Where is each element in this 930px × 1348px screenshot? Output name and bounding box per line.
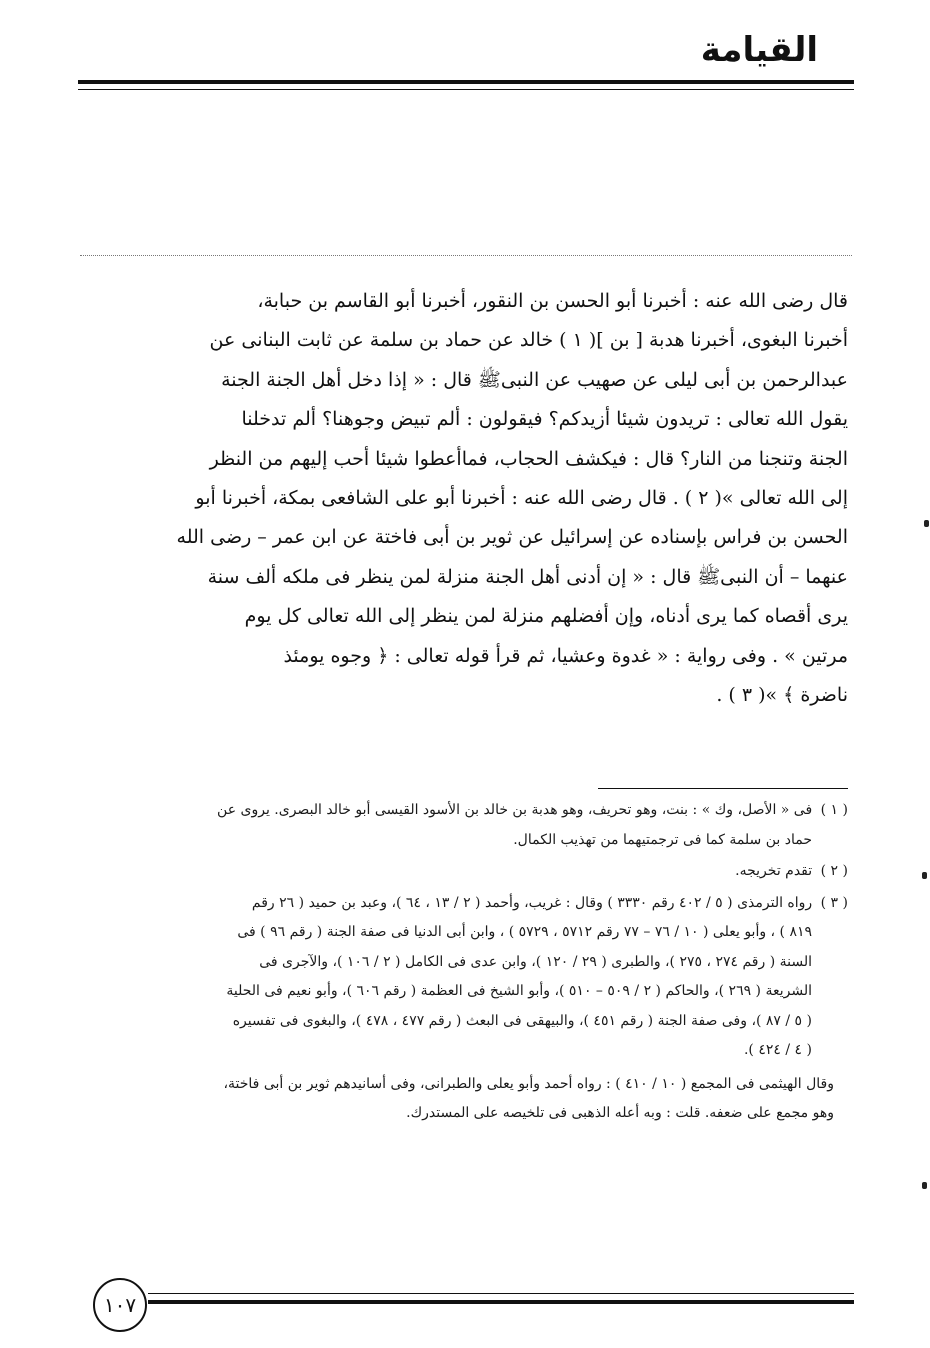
footnote-line: الشريعة ( ٢٦٩ )، والحاكم ( ٢ / ٥٠٩ – ٥١٠ )، وأبو الشيخ فى العظمة ( رقم ٦٠٦ )، وأبو نعيم فى الحلية <box>226 983 812 999</box>
dotted-separator <box>80 255 852 256</box>
footnote-line: السنة ( رقم ٢٧٤ ، ٢٧٥ )، والطبرى ( ٢٩ / ١٢٠ )، وابن عدى فى الكامل ( ٢ / ١٠٦ )، والآجرى فى <box>259 953 812 970</box>
footnote-2 <box>78 857 848 887</box>
main-text-line: ناضرة ﴾ »( ٣ ) . <box>716 684 848 707</box>
footnote-number: ( ٣ ) <box>820 894 848 911</box>
main-text <box>80 282 848 715</box>
footnote-line: فى « الأصل، وك » : بنت، وهو تحريف، وهو هدبة بن خالد بن الأسود القيسى أبو خالد البصرى. يروى عن <box>217 802 813 818</box>
footnote-line: حماد بن سلمة كما فى ترجمتيهما من تهذيب الكمال. <box>513 831 812 848</box>
page-number: ١٠٧ <box>93 1278 147 1332</box>
footnotes <box>78 796 848 1129</box>
main-text-line: عبدالرحمن بن أبى ليلى عن صهيب عن النبىﷺ قال : « إذا دخل أهل الجنة الجنة <box>221 368 848 391</box>
footnote-line: تقدم تخريجه. <box>735 863 813 879</box>
footnote-line: ( ٤ / ٤٢٤ ). <box>743 1042 812 1058</box>
main-text-line: عنهما – أن النبىﷺ قال : « إن أدنى أهل الجنة منزلة لمن ينظر فى ملكه ألف سنة <box>207 565 848 588</box>
main-text-line: الحسن بن فراس بإسناده عن إسرائيل عن ثوير بن أبى فاختة عن ابن عمر – رضى الله <box>176 526 848 549</box>
footnote-line: رواه الترمذى ( ٥ / ٤٠٢ رقم ٣٣٣٠ ) وقال : غريب، وأحمد ( ٢ / ١٣ ، ٦٤ )، وعبد بن حميد ( ٢٦ رقم <box>251 894 813 911</box>
footnote-line: ٨١٩ ) ، وأبو يعلى ( ١٠ / ٧٦ – ٧٧ رقم ٥٧١٢ ، ٥٧٢٩ ) ، وابن أبى الدنيا فى صفة الجنة ( رقم ٩٦ ) فى <box>237 924 812 940</box>
scan-mark <box>922 1182 927 1189</box>
main-text-line: قال رضى الله عنه : أخبرنا أبو الحسن بن النقور، أخبرنا أبو القاسم بن حبابة، <box>257 290 848 312</box>
footer-rule-thick <box>148 1300 854 1304</box>
footnote-number: ( ١ ) <box>820 802 848 818</box>
footnote-note-line: وقال الهيثمى فى المجمع ( ١٠ / ٤١٠ ) : رواه أحمد وأبو يعلى والطبرانى، وفى أسانيدهم ثوير بن أبى فاختة، <box>223 1075 834 1092</box>
main-text-line: يرى أقصاه كما يرى أدناه، وإن أفضلهم منزلة لمن ينظر إلى الله تعالى كل يوم <box>244 605 848 628</box>
main-text-line: إلى الله تعالى »( ٢ ) . قال رضى الله عنه : أخبرنا أبو على الشافعى بمكة، أخبرنا أبو <box>195 487 848 510</box>
scan-mark <box>924 520 929 527</box>
scan-mark <box>922 872 927 879</box>
footnote-note <box>78 1070 848 1129</box>
header-rule-thin <box>78 89 854 90</box>
footnote-3 <box>78 889 848 1066</box>
footnote-line: ( ٥ / ٨٧ )، وفى صفة الجنة ( رقم ٤٥١ )، والبيهقى فى البعث ( رقم ٤٧٧ ، ٤٧٨ )، والبغوى فى تفسيره <box>232 1012 812 1029</box>
running-title: القيامة <box>700 30 818 70</box>
footnote-number: ( ٢ ) <box>820 863 848 879</box>
main-text-line: الجنة وتنجنا من النار؟ قال : فيكشف الحجاب، فماأعطوا شيئا أحب إليهم من النظر <box>209 447 848 470</box>
footnote-note-line: وهو مجمع على ضعفه. قلت : وبه أعله الذهبى فى تلخيصه على المستدرك. <box>406 1105 834 1121</box>
footnote-separator <box>598 788 848 789</box>
footer-rule-thin <box>148 1293 854 1294</box>
main-text-line: أخبرنا البغوى، أخبرنا هدبة [ بن ]( ١ ) خالد عن حماد بن سلمة عن ثابت البنانى عن <box>209 329 848 352</box>
footnote-1 <box>78 796 848 855</box>
main-text-line: مرتين » . وفى رواية : « غدوة وعشيا، ثم قرأ قوله تعالى : ﴿ وجوه يومئذ <box>283 644 848 667</box>
header-rule-thick <box>78 80 854 84</box>
main-text-line: يقول الله تعالى : تريدون شيئا أزيدكم؟ فيقولون : ألم تبيض وجوهنا؟ ألم تدخلنا <box>241 408 848 431</box>
